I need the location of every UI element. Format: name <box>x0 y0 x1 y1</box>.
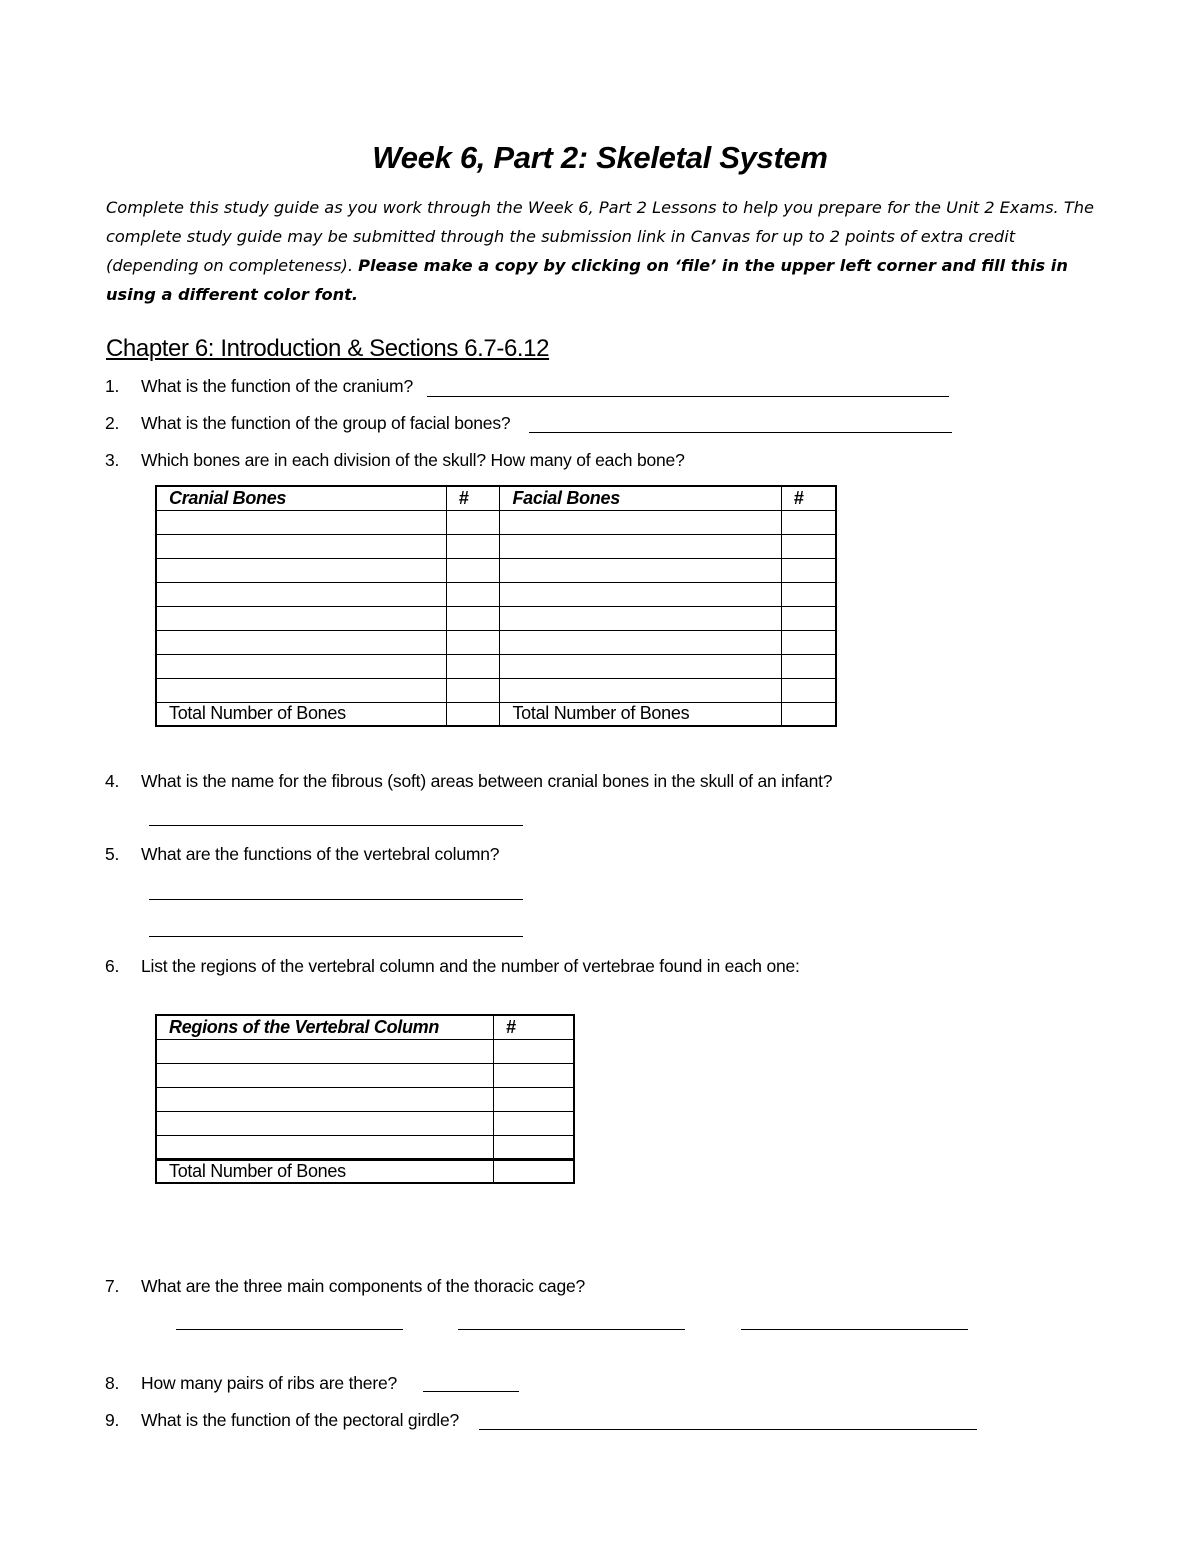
facial-bone-cell[interactable] <box>500 654 781 678</box>
question-number: 2. <box>105 413 120 433</box>
facial-bone-cell[interactable] <box>500 630 781 654</box>
question-text: What are the three main components of the thoracic cage? <box>141 1276 586 1296</box>
facial-bone-cell[interactable] <box>500 534 781 558</box>
cranial-total-label: Total Number of Bones <box>156 702 446 726</box>
facial-bone-cell[interactable] <box>500 558 781 582</box>
question-number: 8. <box>105 1373 120 1393</box>
region-cell[interactable] <box>156 1039 493 1063</box>
table-row <box>156 678 836 702</box>
facial-count-cell[interactable] <box>781 582 836 606</box>
cranial-bone-cell[interactable] <box>156 630 446 654</box>
facial-count-cell[interactable] <box>781 606 836 630</box>
question-7 <box>105 1276 1105 1300</box>
facial-count-cell[interactable] <box>781 654 836 678</box>
question-9 <box>105 1410 1105 1434</box>
facial-count-cell[interactable] <box>781 534 836 558</box>
cranial-count-cell[interactable] <box>446 534 500 558</box>
cranial-count-cell[interactable] <box>446 582 500 606</box>
table-row <box>156 1063 574 1087</box>
facial-bone-cell[interactable] <box>500 510 781 534</box>
question-number: 5. <box>105 844 120 864</box>
table-row <box>156 606 836 630</box>
question-number: 6. <box>105 956 120 976</box>
question-2 <box>105 413 1105 437</box>
question-number: 1. <box>105 376 120 396</box>
table-row <box>156 558 836 582</box>
question-5 <box>105 844 1105 868</box>
question-text: What are the functions of the vertebral column? <box>141 844 500 864</box>
answer-line-8[interactable] <box>423 1391 519 1392</box>
total-label: Total Number of Bones <box>156 1159 493 1183</box>
count-cell[interactable] <box>493 1063 574 1087</box>
facial-count-cell[interactable] <box>781 630 836 654</box>
total-cell[interactable] <box>493 1159 574 1183</box>
answer-line-7c[interactable] <box>741 1329 968 1330</box>
question-number: 7. <box>105 1276 120 1296</box>
cranial-count-cell[interactable] <box>446 558 500 582</box>
question-text: Which bones are in each division of the skull? How many of each bone? <box>141 450 685 470</box>
cranial-count-cell[interactable] <box>446 630 500 654</box>
vertebral-regions-table <box>155 1014 575 1184</box>
page-title: Week 6, Part 2: Skeletal System <box>372 140 828 175</box>
count-cell[interactable] <box>493 1087 574 1111</box>
cranial-count-cell[interactable] <box>446 606 500 630</box>
question-text: What is the function of the group of facial bones? <box>141 413 511 433</box>
region-cell[interactable] <box>156 1063 493 1087</box>
facial-bone-cell[interactable] <box>500 582 781 606</box>
table-row <box>156 1039 574 1063</box>
table-row <box>156 1135 574 1159</box>
question-3 <box>105 450 1105 474</box>
skull-bones-table <box>155 485 837 727</box>
cranial-total-cell[interactable] <box>446 702 500 726</box>
table-row <box>156 582 836 606</box>
header-cranial-count: # <box>446 486 500 510</box>
header-region: Regions of the Vertebral Column <box>156 1015 493 1039</box>
question-4 <box>105 771 1105 795</box>
answer-line-4[interactable] <box>149 825 523 826</box>
facial-count-cell[interactable] <box>781 510 836 534</box>
cranial-count-cell[interactable] <box>446 654 500 678</box>
cranial-count-cell[interactable] <box>446 510 500 534</box>
region-cell[interactable] <box>156 1087 493 1111</box>
header-facial-count: # <box>781 486 836 510</box>
question-text: How many pairs of ribs are there? <box>141 1373 398 1393</box>
question-text: List the regions of the vertebral column and the number of vertebrae found in each one: <box>141 956 800 976</box>
header-cranial-bones: Cranial Bones <box>156 486 446 510</box>
table-row <box>156 1111 574 1135</box>
cranial-bone-cell[interactable] <box>156 606 446 630</box>
answer-line-7b[interactable] <box>458 1329 685 1330</box>
question-6 <box>105 956 1105 980</box>
answer-line-7a[interactable] <box>176 1329 403 1330</box>
count-cell[interactable] <box>493 1039 574 1063</box>
cranial-bone-cell[interactable] <box>156 654 446 678</box>
question-text: What is the function of the cranium? <box>141 376 413 396</box>
table-total-row <box>156 1159 574 1183</box>
intro-text: Complete this study guide as you work through the Week 6, Part 2 Lessons to help you prepare for the Unit 2 Exams. The complete study guide may be submitted through the submission link in Canvas for up to 2 points of extra credit (depending on completeness). <box>106 198 1094 275</box>
answer-line-5b[interactable] <box>149 936 523 937</box>
question-text: What is the name for the fibrous (soft) areas between cranial bones in the skull of an infant? <box>141 771 833 791</box>
table-row <box>156 510 836 534</box>
facial-total-cell[interactable] <box>781 702 836 726</box>
facial-count-cell[interactable] <box>781 558 836 582</box>
cranial-bone-cell[interactable] <box>156 678 446 702</box>
question-8 <box>105 1373 1105 1397</box>
facial-total-label: Total Number of Bones <box>500 702 781 726</box>
count-cell[interactable] <box>493 1135 574 1159</box>
region-cell[interactable] <box>156 1135 493 1159</box>
question-number: 3. <box>105 450 120 470</box>
header-count: # <box>493 1015 574 1039</box>
header-facial-bones: Facial Bones <box>500 486 781 510</box>
table-header-row <box>156 486 836 510</box>
cranial-bone-cell[interactable] <box>156 582 446 606</box>
cranial-bone-cell[interactable] <box>156 510 446 534</box>
table-total-row <box>156 702 836 726</box>
table-header-row <box>156 1015 574 1039</box>
table-row <box>156 630 836 654</box>
chapter-heading: Chapter 6: Introduction & Sections 6.7-6.12 <box>106 335 550 362</box>
question-number: 4. <box>105 771 120 791</box>
region-cell[interactable] <box>156 1111 493 1135</box>
answer-line-9[interactable] <box>479 1429 977 1430</box>
cranial-count-cell[interactable] <box>446 678 500 702</box>
facial-bone-cell[interactable] <box>500 678 781 702</box>
facial-count-cell[interactable] <box>781 678 836 702</box>
count-cell[interactable] <box>493 1111 574 1135</box>
question-number: 9. <box>105 1410 120 1430</box>
answer-line-2[interactable] <box>529 432 952 433</box>
answer-line-1[interactable] <box>427 396 949 397</box>
intro-instructions: Please make a copy by clicking on ‘file’ in the upper left corner and fill this in using a different color font. <box>106 256 1068 304</box>
question-text: What is the function of the pectoral girdle? <box>141 1410 460 1430</box>
cranial-bone-cell[interactable] <box>156 558 446 582</box>
cranial-bone-cell[interactable] <box>156 534 446 558</box>
table-row <box>156 654 836 678</box>
table-row <box>156 1087 574 1111</box>
facial-bone-cell[interactable] <box>500 606 781 630</box>
answer-line-5a[interactable] <box>149 899 523 900</box>
intro-paragraph <box>106 193 1096 309</box>
table-row <box>156 534 836 558</box>
